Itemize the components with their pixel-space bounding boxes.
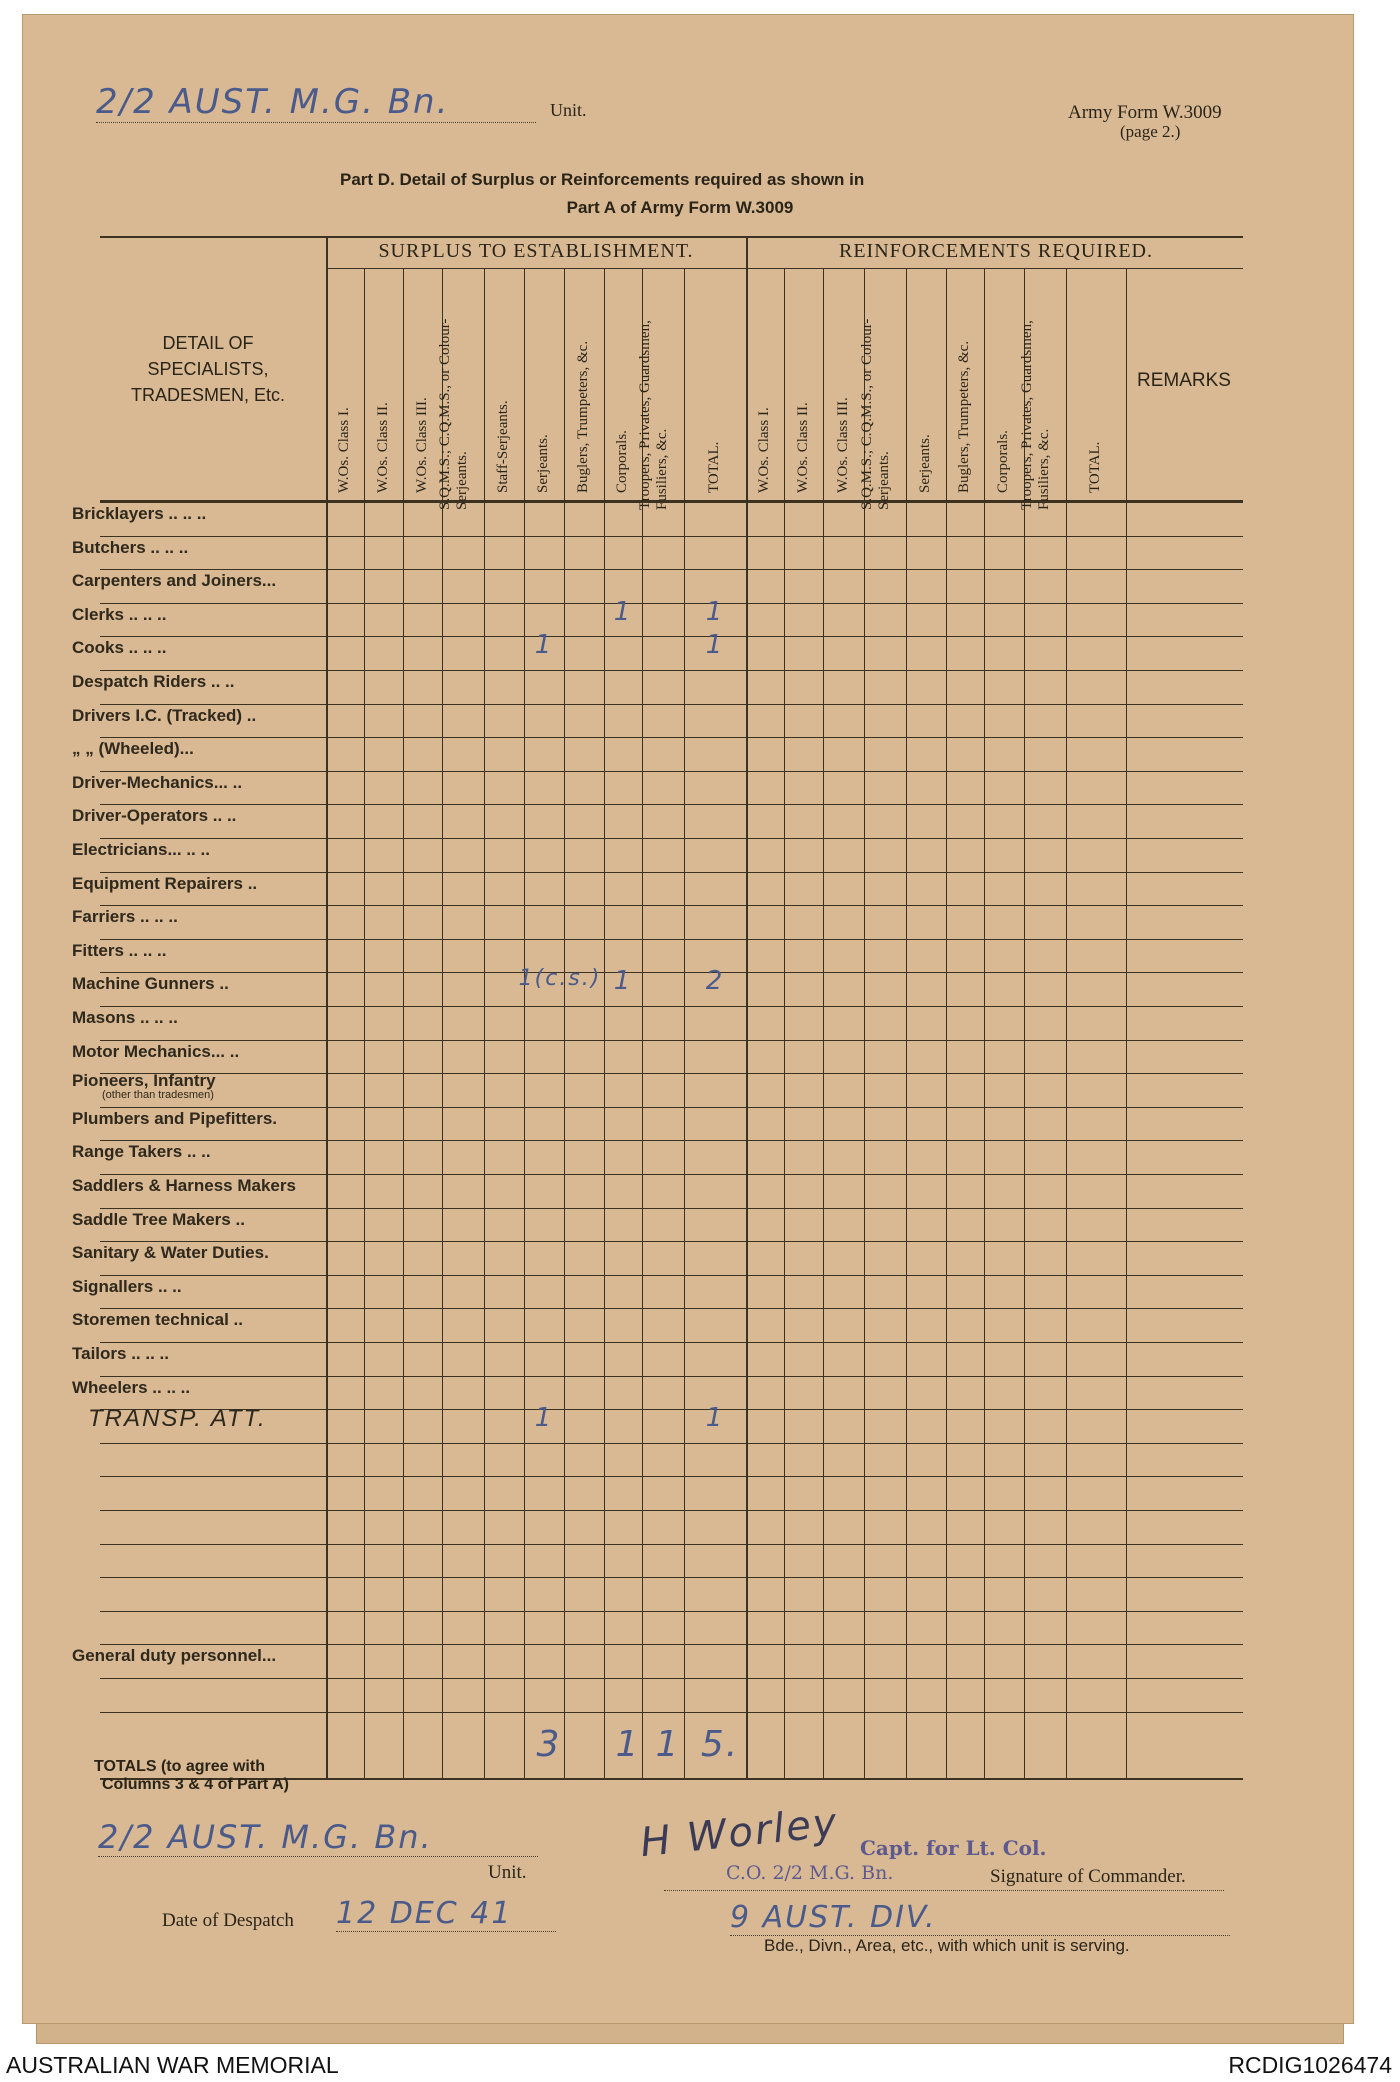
form-reference: Army Form W.3009 <box>1068 102 1222 123</box>
grid-hline <box>100 905 1243 906</box>
grid-vline <box>784 268 785 1778</box>
column-header-reinf-9: TOTAL. <box>1087 441 1103 493</box>
column-header-reinf-8: Troopers, Privates, Guardsmen, Fusiliers, &c. <box>1019 320 1052 510</box>
unit-handwritten: 2/2 AUST. M.G. Bn. <box>96 82 536 123</box>
column-header-reinf-6: Buglers, Trumpeters, &c. <box>956 340 972 493</box>
column-header-reinf-3: W.Os. Class III. <box>834 397 851 493</box>
row-label <box>72 504 240 524</box>
row-label <box>72 1243 269 1263</box>
row-sublabel: (other than tradesmen) <box>102 1089 214 1102</box>
row-label <box>72 1071 240 1101</box>
row-label-text: Motor Mechanics... .. <box>72 1041 240 1061</box>
column-header-reinf-2: W.Os. Class II. <box>794 402 811 493</box>
row-label-text: Sanitary & Water Duties. <box>72 1243 269 1263</box>
row-label <box>72 806 240 826</box>
column-header-surplus-6: Serjeants. <box>535 434 551 493</box>
surplus-header: SURPLUS TO ESTABLISHMENT. <box>378 240 694 262</box>
grid-hline <box>100 704 1243 705</box>
row-label-text: „ „ (Wheeled)... <box>72 739 194 759</box>
division-label: Bde., Divn., Area, etc., with which unit is serving. <box>764 1936 1130 1955</box>
grid-vline <box>684 268 685 1778</box>
grid-hline <box>100 1073 1243 1074</box>
grid-hline <box>100 1577 1243 1578</box>
grid-hline <box>100 1140 1243 1141</box>
grid-hline <box>100 502 1243 503</box>
row-label <box>72 638 240 658</box>
row-label <box>72 1209 245 1230</box>
total-value: 1 <box>615 1723 641 1765</box>
column-header-surplus-9: Troopers, Privates, Guardsmen, Fusiliers, &c. <box>637 320 670 510</box>
stamp-unit: C.O. 2/2 M.G. Bn. <box>726 1862 894 1884</box>
grid-hline <box>100 1644 1243 1645</box>
grid-vline <box>364 268 365 1778</box>
grid-hline <box>100 972 1243 973</box>
footer-unit-handwritten: 2/2 AUST. M.G. Bn. <box>98 1818 538 1857</box>
grid-hline <box>100 1208 1243 1209</box>
cell-value: 2 <box>705 966 725 997</box>
grid-hline <box>100 636 1243 637</box>
row-label-text: Cooks .. .. .. <box>72 638 167 658</box>
row-label-text: Fitters .. .. .. <box>72 940 167 960</box>
grid-hline <box>100 536 1243 537</box>
grid-hline <box>100 1678 1243 1679</box>
row-label <box>72 672 240 692</box>
grid-hline <box>100 1241 1243 1242</box>
row-label <box>72 1310 243 1330</box>
grid-hline <box>100 1308 1243 1309</box>
grid-hline <box>100 1409 1243 1410</box>
column-header-surplus-7: Buglers, Trumpeters, &c. <box>575 340 591 493</box>
grid-hline <box>100 872 1243 873</box>
row-label-text: Driver-Operators .. .. <box>72 806 237 826</box>
grid-hline <box>100 1275 1243 1276</box>
row-label <box>88 1405 267 1433</box>
grid-vline <box>823 268 824 1778</box>
grid-vline <box>524 268 525 1778</box>
row-label <box>72 605 240 625</box>
row-label-text: Driver-Mechanics... .. <box>72 772 243 792</box>
total-value: 1 <box>655 1723 681 1765</box>
cell-value: 1 <box>705 596 725 627</box>
row-label <box>72 941 240 961</box>
row-label <box>72 1008 240 1028</box>
grid-hline <box>100 939 1243 940</box>
column-header-reinf-1: W.Os. Class I. <box>756 407 772 493</box>
column-header-reinf-4: S.Q.M.S.; C.Q.M.S., or Colour-Serjeants. <box>859 318 892 510</box>
row-label-text: Machine Gunners .. <box>72 974 229 994</box>
row-label <box>72 974 240 994</box>
row-label <box>72 1108 277 1129</box>
grid-hline <box>100 603 1243 604</box>
caption-left: AUSTRALIAN WAR MEMORIAL <box>6 2052 339 2078</box>
row-label-text: Equipment Repairers .. <box>72 873 258 893</box>
row-label <box>72 840 240 860</box>
grid-vline <box>326 236 328 1778</box>
date-label: Date of Despatch <box>162 1910 294 1931</box>
row-label-text: Butchers .. .. .. <box>72 537 189 557</box>
row-label <box>72 907 240 927</box>
column-header-reinf-5: Serjeants. <box>917 434 933 493</box>
cell-value: 1 <box>613 966 633 997</box>
row-label <box>72 739 240 759</box>
row-label-text: Farriers .. .. .. <box>72 907 178 927</box>
date-handwritten: 12 DEC 41 <box>336 1896 556 1932</box>
row-label-text: General duty personnel... <box>72 1646 277 1666</box>
grid-hline <box>100 1510 1243 1511</box>
row-label-text: Saddle Tree Makers .. <box>72 1209 245 1229</box>
part-title-line2: Part A of Army Form W.3009 <box>566 198 794 217</box>
total-value: 3 <box>536 1723 562 1765</box>
caption-right: RCDIG1026474 <box>1228 2052 1392 2078</box>
row-label <box>72 1042 240 1062</box>
row-label-text: Tailors .. .. .. <box>72 1344 169 1363</box>
grid-hline <box>100 1544 1243 1545</box>
grid-hline <box>100 737 1243 738</box>
grid-vline <box>1126 268 1127 1778</box>
grid-vline <box>906 268 907 1778</box>
page-reference: (page 2.) <box>1120 122 1181 141</box>
grid-hline <box>100 1443 1243 1444</box>
footer-unit-label: Unit. <box>488 1862 527 1883</box>
row-label-text: Masons .. .. .. <box>72 1008 178 1027</box>
grid-vline <box>604 268 605 1778</box>
grid-hline <box>100 1040 1243 1041</box>
cell-value: 1 <box>534 1403 554 1434</box>
part-title-line1: Part D. Detail of Surplus or Reinforcements required as shown in <box>340 170 865 189</box>
grid-vline <box>564 268 565 1778</box>
totals-label-line1: TOTALS (to agree with <box>94 1758 265 1775</box>
row-label-text: Drivers I.C. (Tracked) .. <box>72 705 257 725</box>
grid-hline <box>100 804 1243 805</box>
grid-hline <box>100 1712 1243 1713</box>
reinforcements-header: REINFORCEMENTS REQUIRED. <box>838 240 1153 262</box>
row-label <box>72 538 240 558</box>
cell-value: 1 <box>705 1403 725 1434</box>
cell-value: 1(c.s.) <box>518 966 602 992</box>
grid-hline <box>100 1376 1243 1377</box>
row-label <box>72 1277 240 1297</box>
row-label-text: Range Takers .. .. <box>72 1142 211 1162</box>
row-label-text: Storemen technical .. <box>72 1310 243 1330</box>
row-label <box>72 1176 296 1196</box>
remarks-header: REMARKS <box>1137 370 1231 391</box>
grid-hline <box>100 771 1243 772</box>
grid-hline <box>100 1006 1243 1007</box>
grid-hline <box>100 1174 1243 1175</box>
row-label <box>72 705 257 726</box>
grid-vline <box>484 268 485 1778</box>
row-label <box>72 1378 240 1398</box>
signature-line <box>664 1890 1224 1891</box>
commander-signature: H Worley <box>638 1799 841 1867</box>
detail-header: DETAIL OF SPECIALISTS, TRADESMEN, Etc. <box>130 333 286 405</box>
grid-hline <box>100 569 1243 570</box>
row-label-text: TRANSP. ATT. <box>88 1405 267 1433</box>
row-label <box>72 571 277 591</box>
column-header-surplus-5: Staff-Serjeants. <box>495 400 511 493</box>
totals-label-line2: Columns 3 & 4 of Part A) <box>102 1776 289 1793</box>
cell-value: 1 <box>534 630 554 661</box>
column-header-surplus-8: Corporals. <box>614 430 630 493</box>
row-label-text: Pioneers, Infantry <box>72 1071 216 1091</box>
total-value: 5. <box>700 1723 740 1765</box>
row-label-text: Plumbers and Pipefitters. <box>72 1108 277 1128</box>
grid-hline <box>100 670 1243 671</box>
signature-label: Signature of Commander. <box>990 1866 1186 1887</box>
grid-vline <box>946 268 947 1778</box>
totals-label <box>94 1758 324 1794</box>
column-header-surplus-2: W.Os. Class II. <box>374 402 391 493</box>
grid-hline <box>100 1476 1243 1477</box>
unit-label: Unit. <box>550 100 587 120</box>
grid-hline <box>100 1342 1243 1343</box>
column-header-reinf-7: Corporals. <box>995 430 1011 493</box>
row-label <box>72 1646 277 1666</box>
row-label <box>72 873 258 894</box>
division-handwritten: 9 AUST. DIV. <box>730 1900 1230 1936</box>
stamp-rank: Capt. for Lt. Col. <box>860 1836 1047 1860</box>
grid-vline <box>984 268 985 1778</box>
grid-hline <box>100 1611 1243 1612</box>
row-label-text: Signallers .. .. <box>72 1276 182 1296</box>
grid-hline <box>100 1107 1243 1108</box>
row-label-text: Saddlers & Harness Makers <box>72 1176 296 1195</box>
row-label <box>72 1142 240 1162</box>
grid-vline <box>403 268 404 1778</box>
grid-vline <box>1066 268 1067 1778</box>
row-label-text: Wheelers .. .. .. <box>72 1377 191 1397</box>
column-header-surplus-4: S.Q.M.S.; C.Q.M.S., or Colour-Serjeants. <box>437 318 470 510</box>
grid-vline <box>746 236 748 1778</box>
row-label-text: Clerks .. .. .. <box>72 604 167 624</box>
row-label-text: Bricklayers .. .. .. <box>72 504 207 523</box>
grid-hline <box>100 236 1243 238</box>
row-label-text: Carpenters and Joiners... <box>72 571 277 591</box>
column-header-surplus-3: W.Os. Class III. <box>413 397 430 493</box>
row-label <box>72 1344 240 1364</box>
grid-hline <box>100 838 1243 839</box>
row-label-text: Electricians... .. .. <box>72 840 210 859</box>
cell-value: 1 <box>705 630 725 661</box>
row-label <box>72 772 243 793</box>
column-header-surplus-10: TOTAL. <box>706 441 722 493</box>
row-label-text: Despatch Riders .. .. <box>72 672 235 691</box>
cell-value: 1 <box>613 596 633 627</box>
column-header-surplus-1: W.Os. Class I. <box>336 407 352 493</box>
